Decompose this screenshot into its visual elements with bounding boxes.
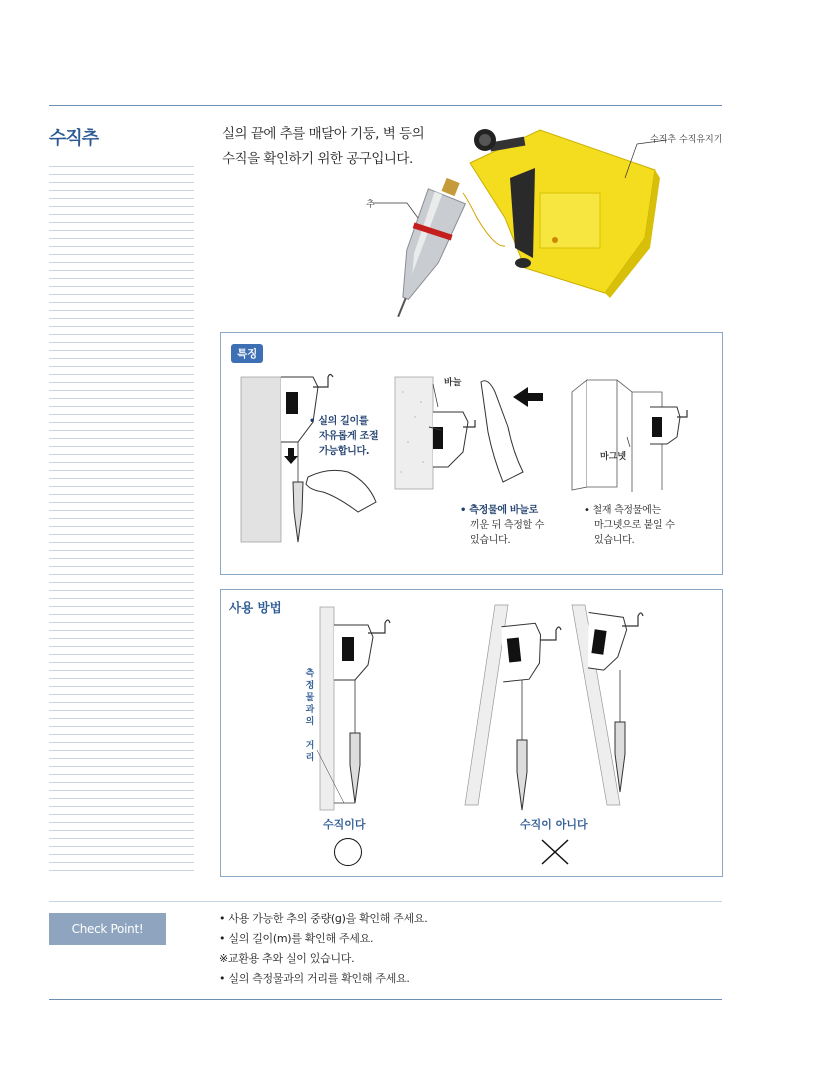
correct-label: 수직이다 (323, 818, 366, 831)
usage-title: 사용 방법 (229, 600, 282, 615)
feature-note-1-line-1: • 실의 길이를 (309, 416, 369, 427)
checkpoint-item: • 실의 길이(m)를 확인해 주세요. (219, 932, 374, 945)
top-rule (49, 105, 722, 106)
distance-label-char: 과 (305, 705, 315, 715)
ruled-lines (49, 166, 194, 874)
feature-note-3-line-1: • 철재 측정물에는 (584, 505, 661, 516)
feature-note-1-line-2: 자유롭게 조절 (319, 431, 379, 442)
incorrect-mark-icon (540, 838, 570, 866)
distance-label (304, 668, 316, 764)
distance-label-char: 거 (305, 741, 315, 751)
feature-illustration-3 (562, 372, 702, 492)
feature-note-2 (460, 503, 544, 548)
feature-note-2-line-1: • 측정물에 바늘로 (460, 505, 538, 516)
callout-weight: 추 (366, 200, 375, 210)
feature-note-1-line-3: 가능합니다. (319, 446, 370, 457)
incorrect-label: 수직이 아니다 (520, 818, 588, 831)
magnet-label: 마그넷 (600, 452, 627, 462)
checkpoint-item: • 사용 가능한 추의 중량(g)을 확인해 주세요. (219, 912, 428, 925)
feature-note-3 (584, 503, 675, 548)
product-illustration (355, 118, 725, 333)
usage-illustration-incorrect (460, 600, 660, 815)
feature-note-2-line-2: 끼운 뒤 측정할 수 (470, 520, 545, 531)
check-point-badge: Check Point! (49, 913, 166, 945)
checkpoint-list (219, 909, 427, 989)
bottom-rule (49, 999, 722, 1000)
feature-note-3-line-3: 있습니다. (594, 535, 635, 546)
correct-mark-icon (334, 838, 362, 866)
distance-label-char: 리 (305, 753, 315, 763)
distance-label-char (304, 728, 316, 740)
distance-label-char: 측 (305, 669, 315, 679)
checkpoint-item: ※교환용 추와 실이 있습니다. (219, 952, 355, 965)
plumb-bob (379, 173, 471, 324)
checkpoint-rule (49, 901, 722, 902)
checkpoint-item: • 실의 측정물과의 거리를 확인해 주세요. (219, 972, 410, 985)
page-title: 수직추 (49, 128, 99, 149)
feature-note-3-line-2: 마그넷으로 붙일 수 (594, 520, 675, 531)
needle-label: 바늘 (444, 378, 462, 388)
feature-note-2-line-3: 있습니다. (470, 535, 511, 546)
distance-label-char: 의 (305, 717, 315, 727)
feature-illustration-1 (238, 372, 388, 547)
feature-illustration-2 (393, 372, 548, 492)
feature-note-1 (309, 414, 378, 459)
intro-line-1: 실의 끝에 추를 매달아 기둥, 벽 등의 (222, 126, 425, 142)
usage-illustration-correct (300, 605, 410, 815)
features-badge: 특징 (231, 344, 263, 363)
distance-label-char: 정 (305, 681, 315, 691)
holder-body (470, 130, 660, 298)
distance-label-char: 물 (305, 693, 315, 703)
callout-holder: 수직추 수직유지기 (650, 135, 723, 145)
intro-line-2: 수직을 확인하기 위한 공구입니다. (222, 151, 413, 167)
